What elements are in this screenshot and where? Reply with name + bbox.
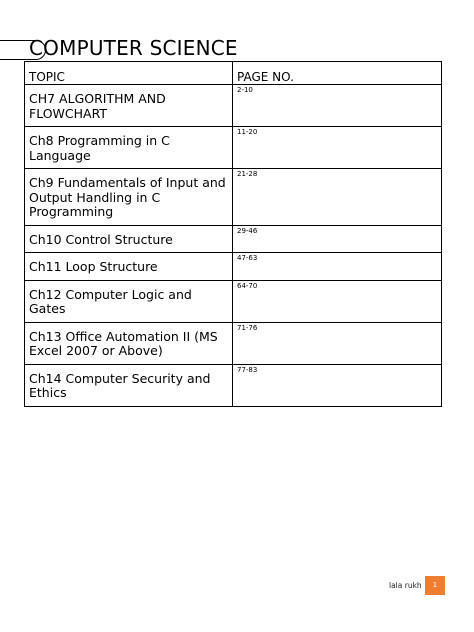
page-header: PAGE NO. (233, 62, 442, 85)
page-range-cell: 21-28 (233, 169, 442, 226)
topic-cell: Ch14 Computer Security and Ethics (25, 364, 233, 406)
page-range-cell: 64-70 (233, 280, 442, 322)
topic-header: TOPIC (25, 62, 233, 85)
page-number-badge: 1 (425, 576, 445, 595)
page-range-cell: 77-83 (233, 364, 442, 406)
table-row (25, 322, 442, 364)
page-range-cell: 47-63 (233, 253, 442, 281)
page-range-cell: 71-76 (233, 322, 442, 364)
table-row (25, 253, 442, 281)
document-title: COMPUTER SCIENCE (29, 36, 238, 60)
table-row (25, 364, 442, 406)
table-row (25, 280, 442, 322)
topic-cell: Ch11 Loop Structure (25, 253, 233, 281)
table-header-row (25, 62, 442, 85)
footer-author: lala rukh (389, 581, 422, 590)
table-row (25, 85, 442, 127)
page-range-cell: 29-46 (233, 225, 442, 253)
table-of-contents (24, 61, 442, 407)
page-range-cell: 2-10 (233, 85, 442, 127)
table-row (25, 225, 442, 253)
topic-cell: Ch13 Office Automation II (MS Excel 2007 or Above) (25, 322, 233, 364)
topic-cell: CH7 ALGORITHM AND FLOWCHART (25, 85, 233, 127)
table-row (25, 169, 442, 226)
topic-cell: Ch12 Computer Logic and Gates (25, 280, 233, 322)
page-range-cell: 11-20 (233, 127, 442, 169)
table-row (25, 127, 442, 169)
topic-cell: Ch9 Fundamentals of Input and Output Handling in C Programming (25, 169, 233, 226)
topic-cell: Ch10 Control Structure (25, 225, 233, 253)
topic-cell: Ch8 Programming in C Language (25, 127, 233, 169)
